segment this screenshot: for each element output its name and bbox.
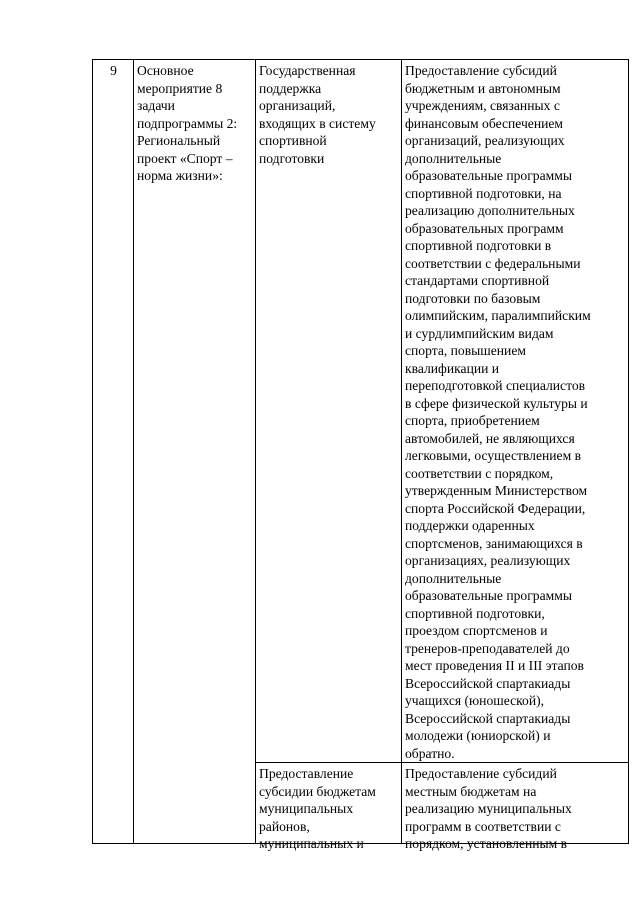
program-table [92, 59, 629, 851]
support-kind: Государственная поддержка организаций, входящих в систему спортивной подготовки [259, 63, 376, 166]
description-cell [402, 763, 629, 851]
description-cell [402, 60, 629, 763]
table-row [93, 60, 629, 763]
row-number-cell [93, 60, 134, 844]
kind-cell [256, 60, 402, 763]
support-kind: Предоставление субсидии бюджетам муниципальных районов, муниципальных и [259, 766, 376, 851]
kind-cell [256, 763, 402, 851]
event-name: Основное мероприятие 8 задачи подпрограммы 2: Региональный проект «Спорт – норма жизни»: [137, 63, 238, 183]
support-description: Предоставление субсидий местным бюджетам на реализацию муниципальных программ в соответствии с порядком, установленным в [405, 766, 572, 851]
event-cell [134, 60, 256, 844]
support-description: Предоставление субсидий бюджетным и автономным учреждениям, связанных с финансовым обеспечением организаций, реализующих дополнительные образовательные программы спортивной подготовки, на реализацию дополнительных образовательных программ спортивной подготовки в соответствии с федеральными стандартами спортивной подготовки по базовым олимпийским, паралимпийским и сурдлимпийским видам спорта, повышением квалификации и переподготовкой специалистов в сфере физической культуры и спорта, приобретением автомобилей, не являющихся легковыми, осуществлением в соответствии с порядком, утвержденным Министерством спорта Российской Федерации, поддержки одаренных спортсменов, занимающихся в организациях, реализующих дополнительные образовательные программы спортивной подготовки, проездом спортсменов и тренеров-преподавателей до мест проведения II и III этапов Всероссийской спартакиады учащихся (юношеской), Всероссийской спартакиады молодежи (юниорской) и обратно. [405, 63, 591, 761]
row-number: 9 [110, 63, 117, 78]
